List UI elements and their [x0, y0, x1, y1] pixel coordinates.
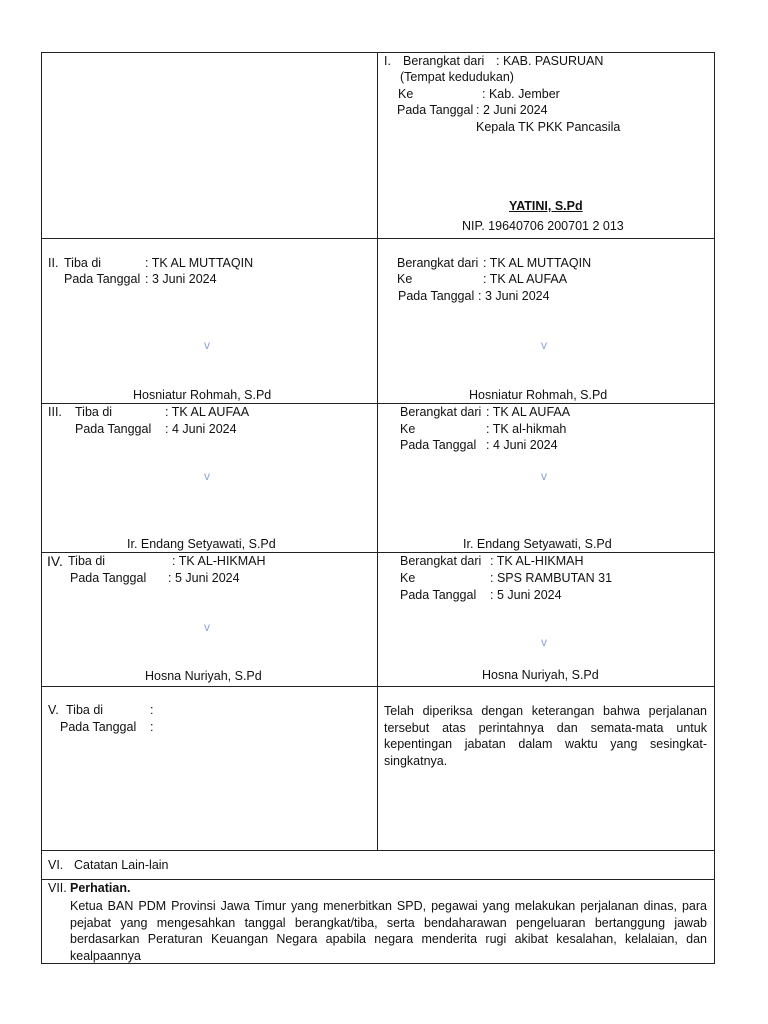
arrival-date-label: Pada Tanggal [75, 422, 152, 436]
arrival-label: Tiba di [68, 554, 106, 568]
attention-body: Ketua BAN PDM Provinsi Jawa Timur yang menerbitkan SPD, pegawai yang melakukan perjalanan dinas, para pejabat yang mengesahkan tanggal berangkat/tiba, serta bendaharawan pengeluaran bertanggung jawab berdasarkan Peraturan Keuangan Negara apabila negara menderita rugi akibat kesalahan, kelalaian, dan kealpaannya [70, 899, 707, 963]
section-numeral: IV. [47, 553, 63, 569]
seat-note: (Tempat kedudukan) [400, 70, 514, 84]
section-numeral: I. [384, 54, 391, 68]
arrival-value: : TK AL-HIKMAH [172, 554, 266, 568]
arrival-value: : [150, 703, 154, 717]
table-border-left [41, 52, 42, 964]
table-border-top [41, 52, 715, 53]
depart-label: Berangkat dari [400, 554, 482, 568]
depart-signer: Ir. Endang Setyawati, S.Pd [463, 537, 612, 551]
to-value: : TK al-hikmah [486, 422, 567, 436]
verification-statement: Telah diperiksa dengan keterangan bahwa perjalanan tersebut atas perintahnya dan semata-mata untuk kepentingan jabatan dalam waktu yang sesingkat-singkatnya. [384, 704, 707, 768]
to-value: : Kab. Jember [482, 87, 560, 101]
depart-date-value: : 3 Juni 2024 [478, 289, 550, 303]
table-divider-vertical [377, 52, 378, 850]
arrival-date-label: Pada Tanggal [60, 720, 137, 734]
arrival-date-value: : 3 Juni 2024 [145, 272, 217, 286]
arrival-date-value: : 4 Juni 2024 [165, 422, 237, 436]
depart-date-value: : 4 Juni 2024 [486, 438, 558, 452]
check-mark: v [541, 635, 547, 649]
depart-date-label: Pada Tanggal [400, 588, 477, 602]
depart-label: Berangkat dari [403, 54, 485, 68]
depart-date-label: Pada Tanggal [400, 438, 477, 452]
check-mark: v [541, 338, 547, 352]
arrival-signer: Hosniatur Rohmah, S.Pd [133, 388, 272, 402]
row-divider-6 [41, 879, 715, 880]
arrival-label: Tiba di [66, 703, 104, 717]
to-label: Ke [397, 272, 413, 286]
depart-signer: Hosniatur Rohmah, S.Pd [469, 388, 608, 402]
arrival-label: Tiba di [75, 405, 113, 419]
check-mark: v [541, 469, 547, 483]
row-divider-4 [41, 686, 715, 687]
check-mark: v [204, 338, 210, 352]
row-divider-5 [41, 850, 715, 851]
arrival-value: : TK AL AUFAA [165, 405, 250, 419]
arrival-value: : TK AL MUTTAQIN [145, 256, 254, 270]
attention-title: Perhatian. [70, 881, 131, 895]
arrival-signer: Ir. Endang Setyawati, S.Pd [127, 537, 276, 551]
section-numeral: II. [48, 256, 59, 270]
depart-value: : TK AL-HIKMAH [490, 554, 584, 568]
section-numeral: VII. [48, 881, 67, 895]
arrival-date-value: : [150, 720, 154, 734]
depart-date-label: Pada Tanggal [398, 289, 475, 303]
check-mark: v [204, 620, 210, 634]
depart-value: : KAB. PASURUAN [496, 54, 604, 68]
signer-name: YATINI, S.Pd [509, 199, 583, 213]
arrival-signer: Hosna Nuriyah, S.Pd [145, 669, 262, 683]
depart-date-value: : 5 Juni 2024 [490, 588, 562, 602]
arrival-date-value: : 5 Juni 2024 [168, 571, 240, 585]
arrival-date-label: Pada Tanggal [64, 272, 141, 286]
signer-role: Kepala TK PKK Pancasila [476, 120, 621, 134]
row-divider-3 [41, 552, 715, 553]
table-border-right [714, 52, 715, 964]
depart-label: Berangkat dari [400, 405, 482, 419]
arrival-label: Tiba di [64, 256, 102, 270]
to-value: : TK AL AUFAA [483, 272, 568, 286]
arrival-date-label: Pada Tanggal [70, 571, 147, 585]
to-value: : SPS RAMBUTAN 31 [490, 571, 613, 585]
row-divider-1 [41, 238, 715, 239]
to-label: Ke [400, 571, 416, 585]
row-divider-2 [41, 403, 715, 404]
section-numeral: III. [48, 405, 62, 419]
section-numeral: VI. [48, 858, 64, 872]
depart-label: Berangkat dari [397, 256, 479, 270]
date-label: Pada Tanggal [397, 103, 474, 117]
depart-value: : TK AL AUFAA [486, 405, 571, 419]
notes-label: Catatan Lain-lain [74, 858, 169, 872]
to-label: Ke [398, 87, 414, 101]
depart-signer: Hosna Nuriyah, S.Pd [482, 668, 599, 682]
signer-nip: NIP. 19640706 200701 2 013 [462, 219, 624, 233]
date-value: : 2 Juni 2024 [476, 103, 548, 117]
section-numeral: V. [48, 703, 59, 717]
check-mark: v [204, 469, 210, 483]
to-label: Ke [400, 422, 416, 436]
depart-value: : TK AL MUTTAQIN [483, 256, 592, 270]
